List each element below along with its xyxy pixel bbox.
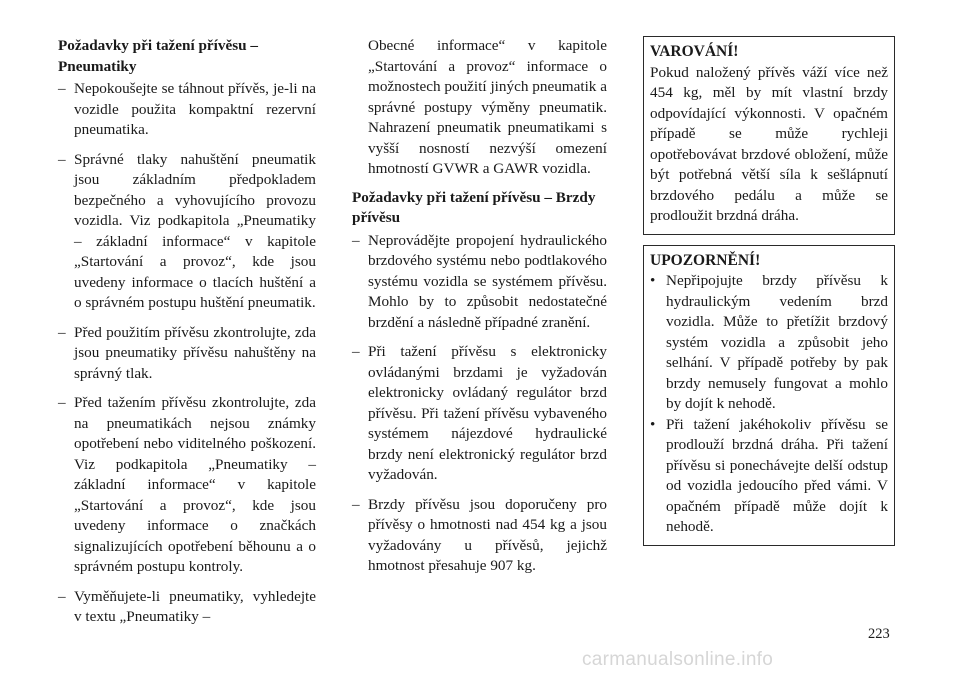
column-middle	[352, 36, 607, 586]
warning-title: VAROVÁNÍ!	[650, 43, 739, 60]
watermark: carmanualsonline.info	[582, 649, 774, 670]
column-right	[643, 36, 895, 556]
list-item: – Neprovádějte propojení hydraulického brzdového systému nebo podtlakového systému vozidla se systémem přívěsu. Mohlo by to způsobit nedostatečné brzdění a následně případné zranění.	[352, 231, 607, 334]
warning-box	[643, 36, 895, 235]
continued-paragraph: Obecné informace“ v kapitole „Startování a provoz“ informace o možnostech použití jiných pneumatik a správné postupy výměny pneumatik. Nahrazení pneumatik pneumatikami s vyšší nosností nezvýší omezení hmotností GVWR a GAWR vozidla.	[368, 37, 607, 177]
section-heading-brakes: Požadavky při tažení přívěsu – Brzdy přívěsu	[352, 188, 596, 226]
brakes-requirements-list	[352, 231, 607, 577]
column-left	[58, 36, 316, 637]
list-item: – Brzdy přívěsu jsou doporučeny pro přívěsy o hmotnosti nad 454 kg a jsou vyžadovány u přívěsů, jejichž hmotnost přesahuje 907 kg.	[352, 495, 607, 577]
tires-requirements-list	[58, 79, 316, 628]
list-item: • Nepřipojujte brzdy přívěsu k hydraulickým vedením brzd vozidla. Může to přetížit brzdový systém vozidla a způsobit jeho selhání. V případě potřeby by pak brzdy nemusely fungovat a mohlo by dojít k nehodě.	[650, 271, 888, 415]
list-item: – Před tažením přívěsu zkontrolujte, zda na pneumatikách nejsou známky opotřebení nebo viditelného poškození. Viz podkapitola „Pneumatiky – základní informace“ v kapitole „Startování a provoz“, kde jsou uvedeny informace o značkách signalizujících opotřebení běhounu a o správném postupu kontroly.	[58, 393, 316, 578]
caution-box	[643, 245, 895, 546]
page-number: 223	[868, 626, 890, 642]
caution-list	[650, 271, 888, 538]
list-item: • Při tažení jakéhokoliv přívěsu se prodlouží brzdná dráha. Při tažení přívěsu si ponechávejte delší odstup od vozidla jedoucího před vámi. V opačném případě může dojít k nehodě.	[650, 415, 888, 538]
warning-text: Pokud naložený přívěs váží více než 454 kg, měl by mít vlastní brzdy odpovídající výkonnosti. V opačném případě se může rychleji opotřebovávat brzdové obložení, může být potřebná větší síla k sešlápnutí brzdového pedálu a může se prodloužit brzdná dráha.	[650, 63, 888, 224]
section-heading-tires: Požadavky při tažení přívěsu – Pneumatiky	[58, 37, 258, 75]
list-item: – Vyměňujete-li pneumatiky, vyhledejte v textu „Pneumatiky –	[58, 587, 316, 628]
caution-title: UPOZORNĚNÍ!	[650, 251, 761, 269]
list-item: – Při tažení přívěsu s elektronicky ovládanými brzdami je vyžadován elektronicky ovládaný regulátor brzd přívěsu. Při tažení přívěsu vybaveného systémem nájezdové hydraulické brzdy není elektronický regulátor brzd vyžadován.	[352, 342, 607, 486]
list-item: – Správné tlaky nahuštění pneumatik jsou základním předpokladem bezpečného a vyhovujícího provozu vozidla. Viz podkapitola „Pneumatiky – základní informace“ v kapitole „Startování a provoz“, kde jsou uvedeny informace o tlacích huštění a o správném postupu huštění pneumatik.	[58, 150, 316, 314]
list-item: – Před použitím přívěsu zkontrolujte, zda jsou pneumatiky přívěsu nahuštěny na správný tlak.	[58, 323, 316, 385]
list-item: – Nepokoušejte se táhnout přívěs, je-li na vozidle použita kompaktní rezervní pneumatika.	[58, 79, 316, 141]
